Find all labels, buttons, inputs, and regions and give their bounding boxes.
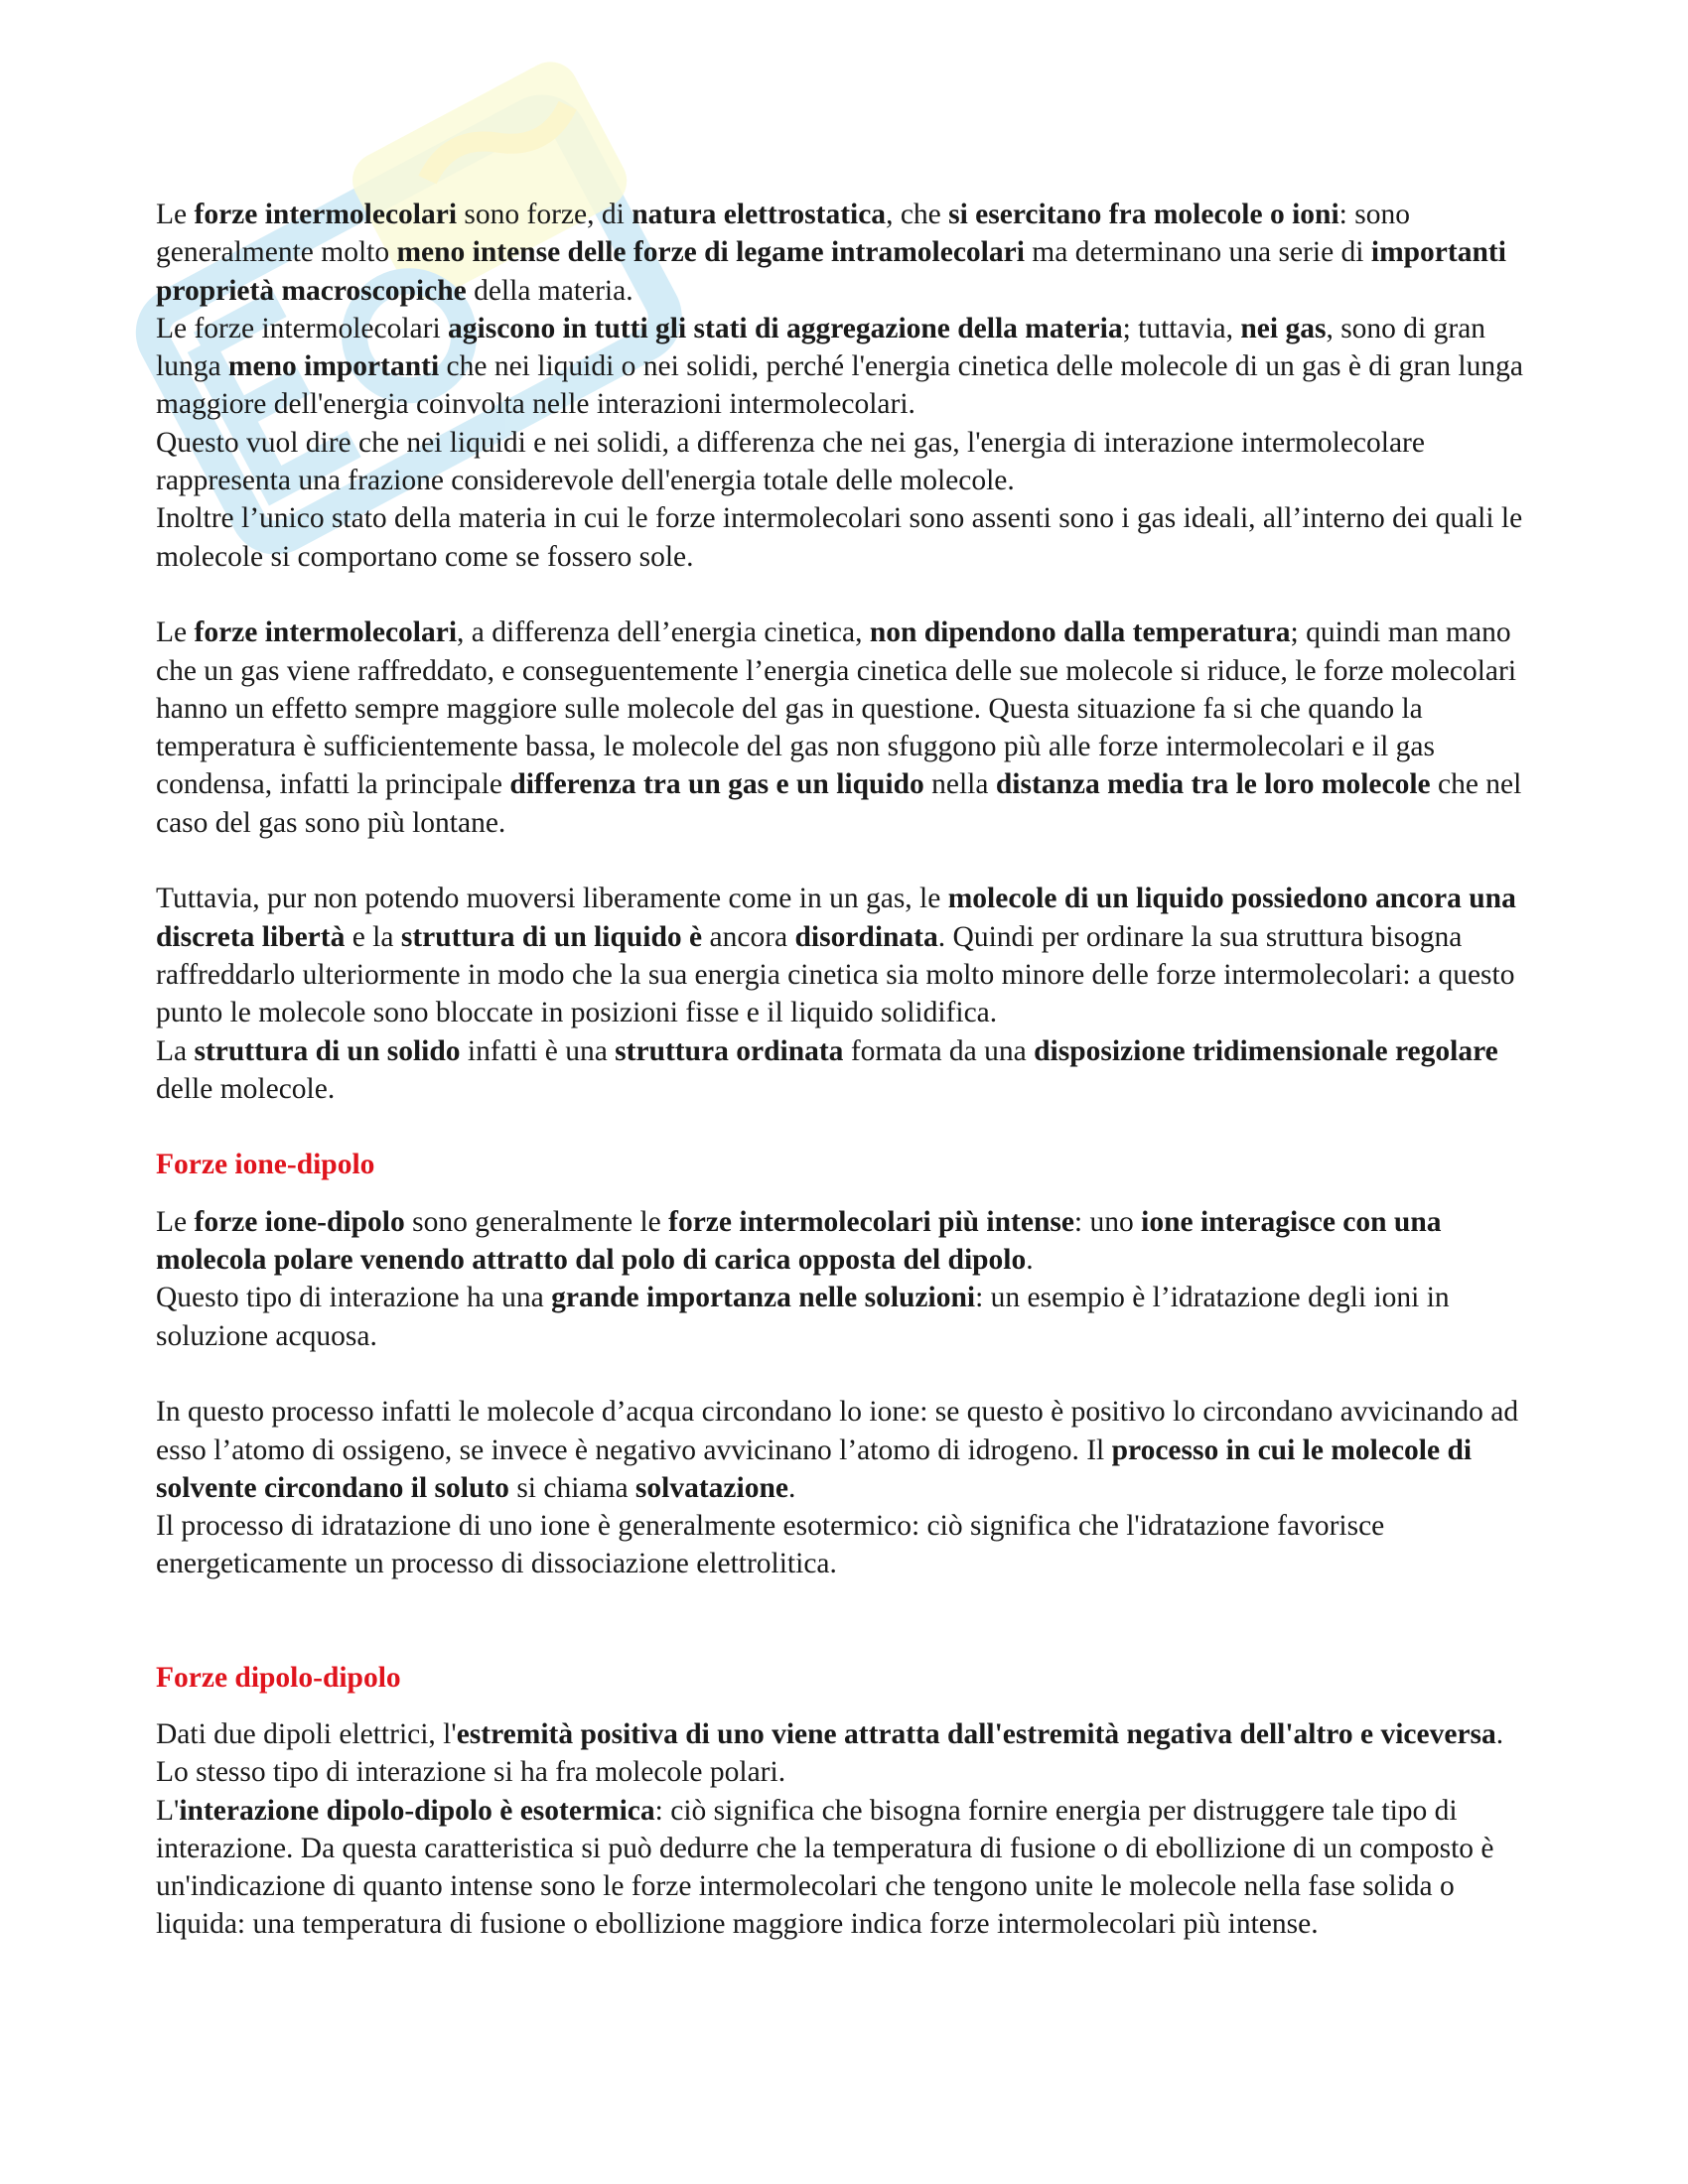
- intro-paragraph-2: Le forze intermolecolari agiscono in tutti gli stati di aggregazione della materia; tuttavia, nei gas, sono di gran lunga meno importanti che nei liquidi o nei solidi, perché l'energia cinetica delle molecole di un gas è di gran lunga maggiore dell'energia coinvolta nelle interazioni intermolecolari.: [156, 312, 1523, 421]
- ion-dipole-paragraph-4: Il processo di idratazione di uno ione è generalmente esotermico: ciò significa che l'idratazione favorisce energeticamente un processo di dissociazione elettrolitica.: [156, 1510, 1385, 1580]
- ion-dipole-paragraph-3: In questo processo infatti le molecole d’acqua circondano lo ione: se questo è positivo lo circondano avvicinando ad esso l’atomo di ossigeno, se invece è negativo avvicinano l’atomo di idrogeno. Il processo in cui le molecole di solvente circondano il soluto si chiama solvatazione.: [156, 1396, 1519, 1504]
- liquids-paragraph-1: Tuttavia, pur non potendo muoversi liberamente come in un gas, le molecole di un liquido possiedono ancora una discreta libertà e la struttura di un liquido è ancora disordinata. Quindi per ordinare la sua struttura bisogna raffreddarlo ulteriormente in modo che la sua energia cinetica sia molto minore delle forze intermolecolari: a questo punto le molecole sono bloccate in posizioni fisse e il liquido solidifica.: [156, 883, 1516, 1029]
- section-heading-ion-dipole: Forze ione-dipolo: [156, 1149, 375, 1181]
- intro-paragraph-4: Inoltre l’unico stato della materia in cui le forze intermolecolari sono assenti sono i gas ideali, all’interno dei quali le molecole si comportano come se fossero sole.: [156, 502, 1523, 573]
- document-page: [156, 196, 1536, 1944]
- section-heading-dipole-dipole: Forze dipolo-dipolo: [156, 1661, 401, 1694]
- dipole-dipole-paragraph-1: Dati due dipoli elettrici, l'estremità positiva di uno viene attratta dall'estremità negativa dell'altro e viceversa. Lo stesso tipo di interazione si ha fra molecole polari.: [156, 1717, 1504, 1789]
- dipole-dipole-paragraph-2: L'interazione dipolo-dipolo è esotermica: ciò significa che bisogna fornire energia per distruggere tale tipo di interazione. Da questa caratteristica si può dedurre che la temperatura di fusione o di ebollizione di un composto è un'indicazione di quanto intense sono le forze intermolecolari che tengono unite le molecole nella fase solida o liquida: una temperatura di fusione o ebollizione maggiore indica forze intermolecolari più intense.: [156, 1794, 1494, 1941]
- liquids-paragraph-2: La struttura di un solido infatti è una struttura ordinata formata da una disposizione tridimensionale regolare delle molecole.: [156, 1034, 1498, 1105]
- intro-paragraph-1: Le forze intermolecolari sono forze, di natura elettrostatica, che si esercitano fra molecole o ioni: sono generalmente molto meno intense delle forze di legame intramolecolari ma determinano una serie di importanti proprietà macroscopiche della materia.: [156, 199, 1506, 307]
- intro-paragraph-3: Questo vuol dire che nei liquidi e nei solidi, a differenza che nei gas, l'energia di interazione intermolecolare rappresenta una frazione considerevole dell'energia totale delle molecole.: [156, 426, 1425, 497]
- ion-dipole-paragraph-1: Le forze ione-dipolo sono generalmente le forze intermolecolari più intense: uno ione interagisce con una molecola polare venendo attratto dal polo di carica opposta del dipolo.: [156, 1205, 1442, 1277]
- temperature-paragraph: Le forze intermolecolari, a differenza dell’energia cinetica, non dipendono dalla temperatura; quindi man mano che un gas viene raffreddato, e conseguentemente l’energia cinetica delle sue molecole si riduce, le forze molecolari hanno un effetto sempre maggiore sulle molecole del gas in questione. Questa situazione fa si che quando la temperatura è sufficientemente bassa, le molecole del gas non sfuggono più alle forze intermolecolari e il gas condensa, infatti la principale differenza tra un gas e un liquido nella distanza media tra le loro molecole che nel caso del gas sono più lontane.: [156, 616, 1522, 839]
- ion-dipole-paragraph-2: Questo tipo di interazione ha una grande importanza nelle soluzioni: un esempio è l’idratazione degli ioni in soluzione acquosa.: [156, 1282, 1450, 1352]
